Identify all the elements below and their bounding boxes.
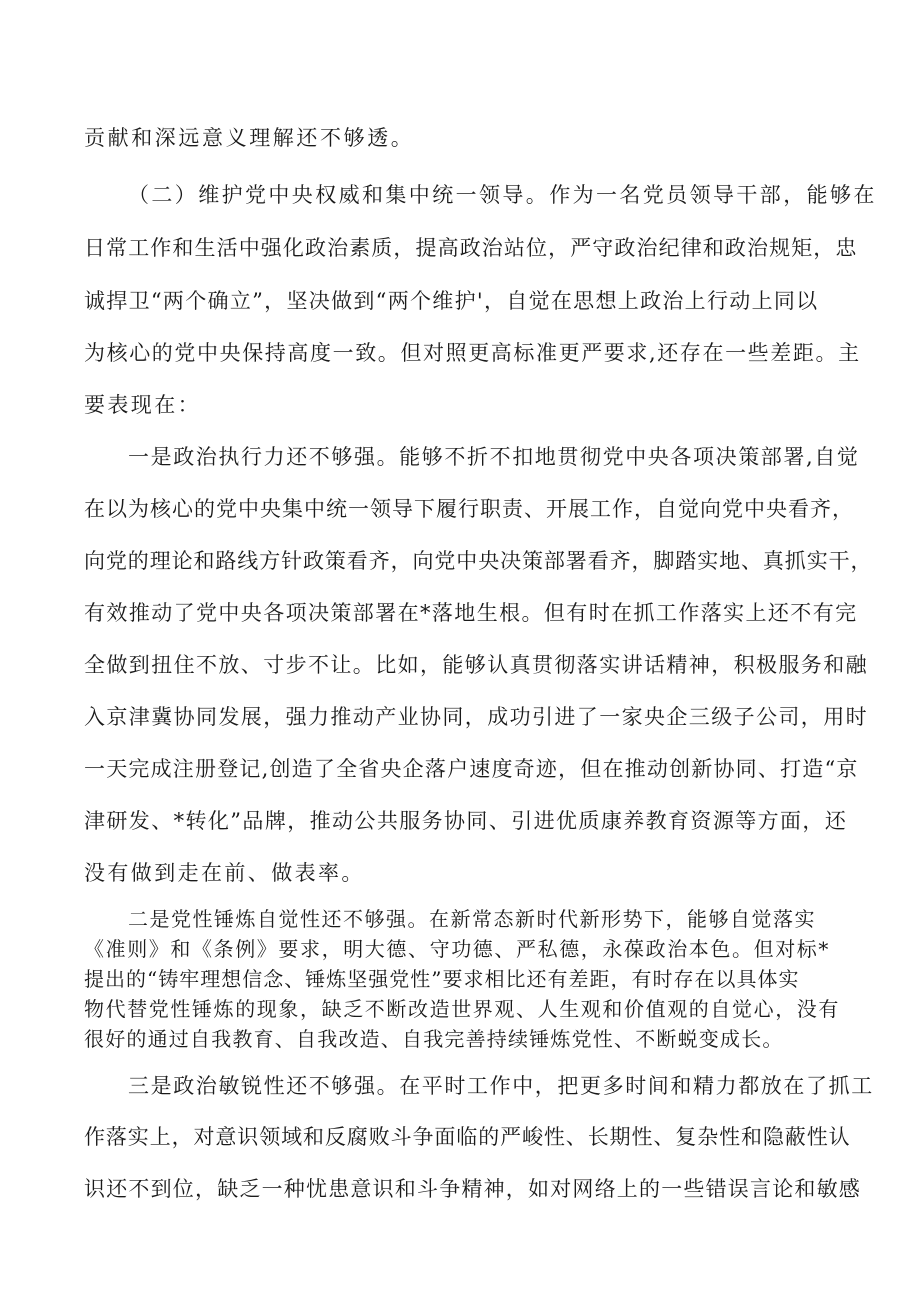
text-line: 物代替党性锤炼的现象，缺乏不断改造世界观、人生观和价值观的自觉心，没有 <box>84 997 840 1021</box>
text-line: 一天完成注册登记,创造了全省央企落户速度奇迹，但在推动创新协同、打造“京 <box>84 757 859 781</box>
text-line: 向党的理论和路线方针政策看齐，向党中央决策部署看齐，脚踏实地、真抓实干， <box>84 549 873 573</box>
text-line: 识还不到位，缺乏一种忧患意识和斗争精神，如对网络上的一些错误言论和敏感 <box>84 1177 861 1201</box>
text-line: 津研发、*转化”品牌，推动公共服务协同、引进优质康养教育资源等方面，还 <box>84 809 848 833</box>
text-line: 二是党性锤炼自觉性还不够强。在新常态新时代新形势下，能够自觉落实 <box>128 907 816 931</box>
text-line: 一是政治执行力还不够强。能够不折不扣地贯彻党中央各项决策部署,自觉 <box>128 445 860 469</box>
text-line: （二）维护党中央权威和集中统一领导。作为一名党员领导干部，能够在 <box>128 183 877 207</box>
text-line: 诚捍卫“两个确立”，坚决做到“两个维护'，自觉在思想上政治上行动上同以 <box>84 289 819 313</box>
text-line: 没有做到走在前、做表率。 <box>84 861 365 885</box>
text-line: 要表现在： <box>84 393 201 417</box>
text-line: 提出的“铸牢理想信念、锤炼坚强党性”要求相比还有差距，有时存在以具体实 <box>84 967 800 991</box>
text-line: 全做到扭住不放、寸步不让。比如，能够认真贯彻落实讲话精神，积极服务和融 <box>84 653 868 677</box>
text-line: 三是政治敏锐性还不够强。在平时工作中，把更多时间和精力都放在了抓工 <box>128 1074 874 1098</box>
text-line: 贡献和深远意义理解还不够透。 <box>84 126 415 150</box>
text-line: 为核心的党中央保持高度一致。但对照更高标准更严要求,还存在一些差距。主 <box>84 341 861 365</box>
text-line: 作落实上，对意识领域和反腐败斗争面临的严峻性、长期性、复杂性和隐蔽性认 <box>84 1125 851 1149</box>
text-line: 在以为核心的党中央集中统一领导下履行职责、开展工作，自觉向党中央看齐， <box>84 497 854 521</box>
text-line: 入京津冀协同发展，强力推动产业协同，成功引进了一家央企三级子公司，用时 <box>84 705 868 729</box>
text-line: 《准则》和《条例》要求，明大德、守功德、严私德，永葆政治本色。但对标* <box>84 937 830 961</box>
text-line: 很好的通过自我教育、自我改造、自我完善持续锤炼党性、不断蜕变成长。 <box>84 1027 784 1051</box>
text-line: 日常工作和生活中强化政治素质，提高政治站位，严守政治纪律和政治规矩，忠 <box>84 236 858 260</box>
text-line: 有效推动了党中央各项决策部署在*落地生根。但有时在抓工作落实上还不有完 <box>84 601 858 625</box>
